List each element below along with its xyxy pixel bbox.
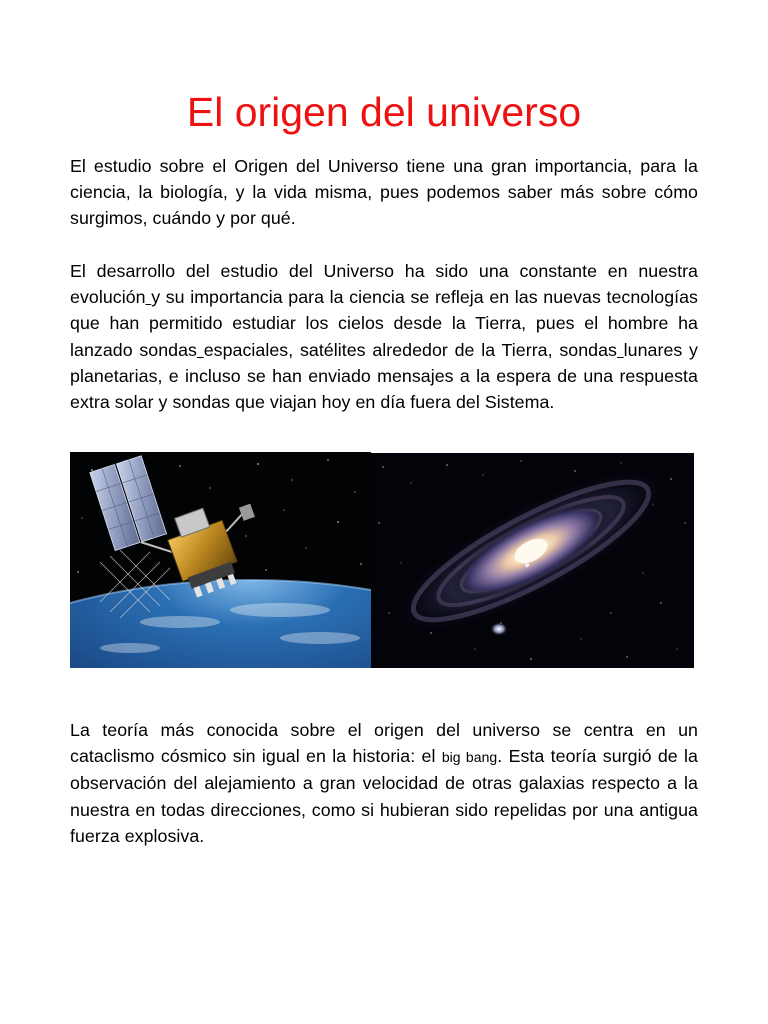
galaxy-image <box>371 453 694 668</box>
paragraph-big-bang-text-2: . Esta teoría surgió de la observación del alejamiento a gran velocidad de otras galaxias respecto a la nuestra en todas direcciones, como si hubieran sido repelidas por una antigua fuerza explosiva. <box>70 746 698 846</box>
satellite-image <box>70 452 371 668</box>
paragraph-development <box>70 258 698 415</box>
hyperlink-underscore-3[interactable] <box>617 340 624 360</box>
paragraph-development-text-4: lunares y planetarias, e incluso se han enviado mensajes a la espera de una respuesta extra solar y sondas que viajan hoy en día fuera del Sistema. <box>70 339 698 413</box>
image-row <box>70 452 694 668</box>
paragraph-big-bang <box>70 717 698 849</box>
paragraph-big-bang-text-1: La teoría más conocida sobre el origen del universo se centra en un cataclismo cósmico sin igual en la historia: el <box>70 720 698 767</box>
big-bang-term: big bang <box>441 749 498 766</box>
hyperlink-underscore-2[interactable] <box>197 340 204 360</box>
paragraph-intro: El estudio sobre el Origen del Universo tiene una gran importancia, para la ciencia, la biología, y la vida misma, pues podemos saber más sobre cómo surgimos, cuándo y por qué. <box>70 156 698 229</box>
page-title: El origen del universo <box>186 89 582 135</box>
paragraph-development-text-1: El desarrollo del estudio del Universo ha sido una constante en nuestra evolución <box>70 261 698 308</box>
paragraph-development-text-3: espaciales, satélites alrededor de la Tierra, sondas <box>203 339 617 360</box>
paragraph-development-text-2: y su importancia para la ciencia se refleja en las nuevas tecnologías que han permitido estudiar los cielos desde la Tierra, pues el hombre ha lanzado sondas <box>70 287 698 360</box>
